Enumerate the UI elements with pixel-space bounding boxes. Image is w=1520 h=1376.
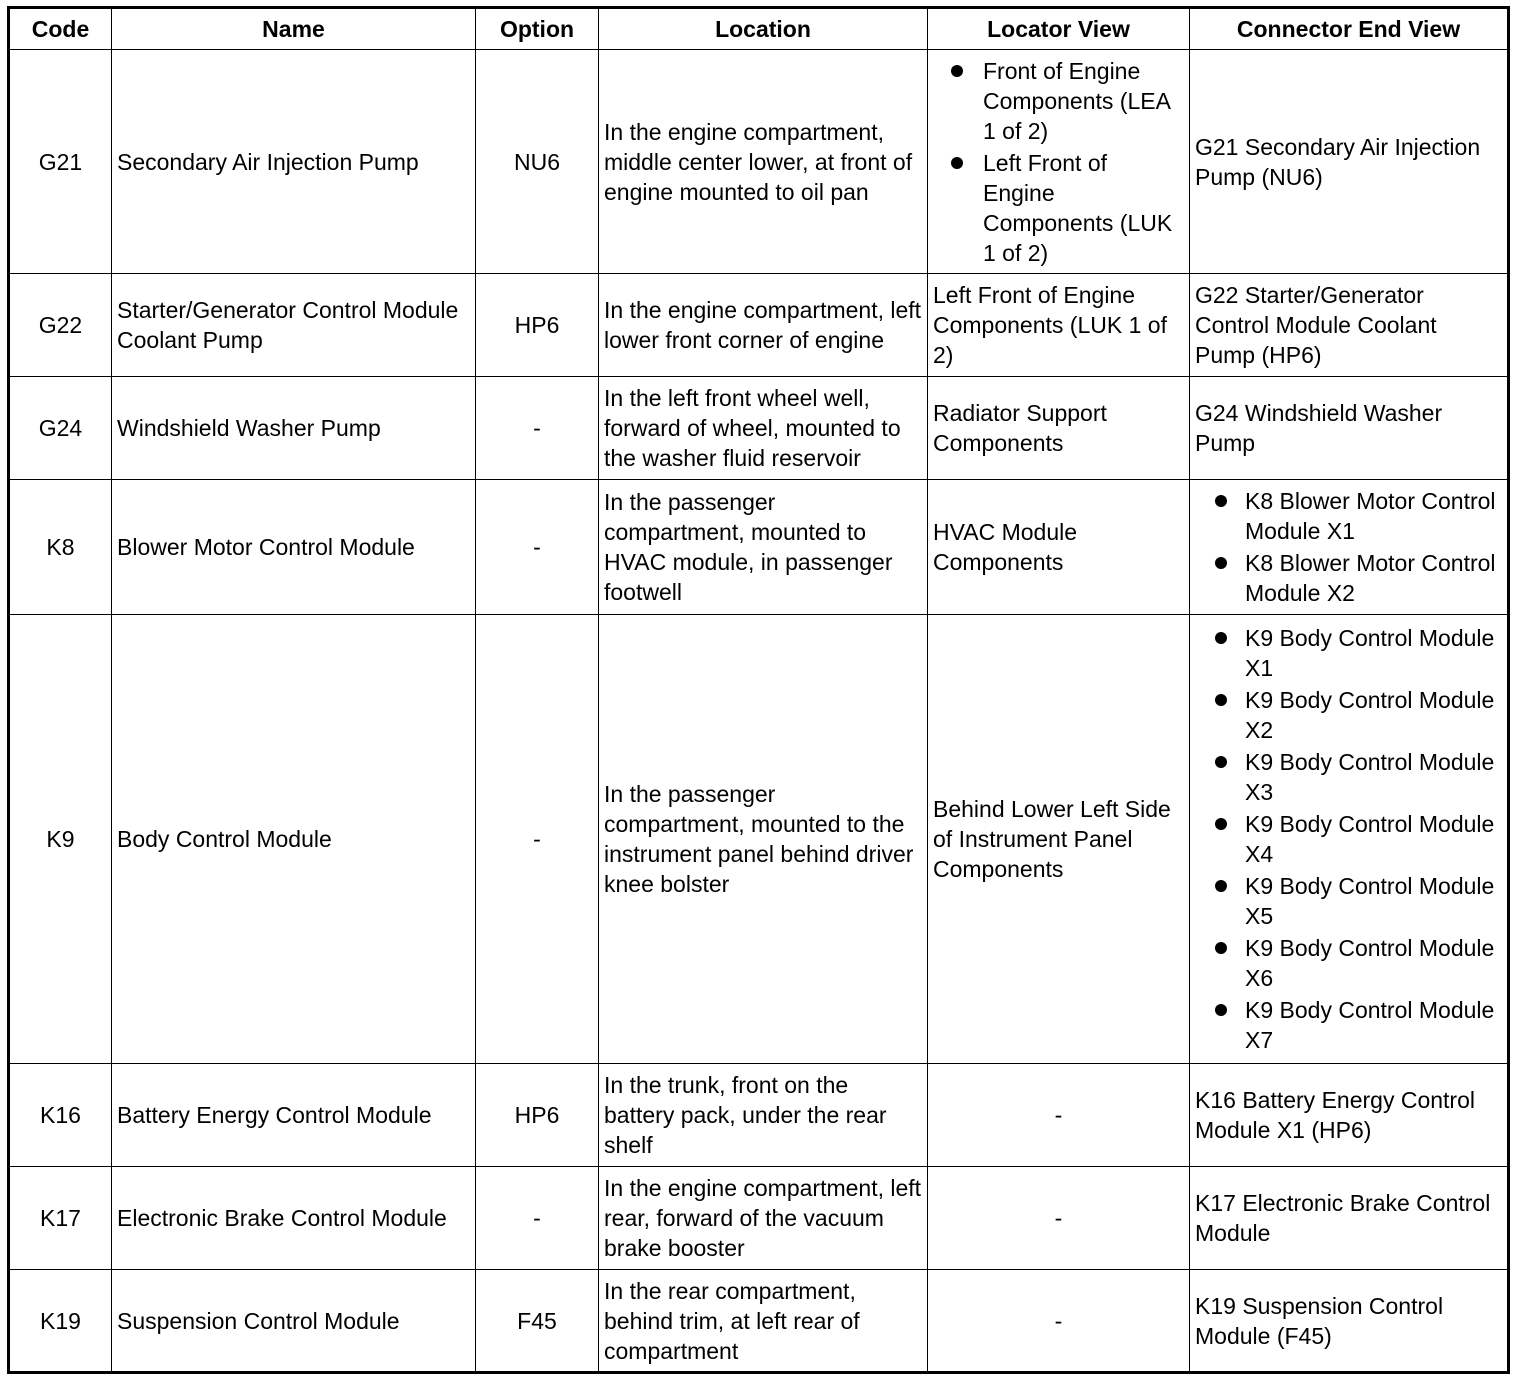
cell-connector-end-view: K16 Battery Energy Control Module X1 (HP6) <box>1190 1064 1509 1167</box>
cell-location: In the engine compartment, left rear, forward of the vacuum brake booster <box>599 1167 928 1270</box>
cell-code: K17 <box>9 1167 112 1270</box>
cell-locator-view: HVAC Module Components <box>928 480 1190 615</box>
cell-code: K8 <box>9 480 112 615</box>
cell-location: In the left front wheel well, forward of wheel, mounted to the washer fluid reservoir <box>599 377 928 480</box>
cell-locator-view: - <box>928 1064 1190 1167</box>
connector-list <box>1195 486 1502 608</box>
table-row <box>9 1064 1509 1167</box>
connector-list <box>1195 623 1502 1055</box>
cell-option: - <box>476 480 599 615</box>
cell-option: HP6 <box>476 1064 599 1167</box>
header-name: Name <box>112 8 476 50</box>
cell-locator-view: Behind Lower Left Side of Instrument Panel Components <box>928 615 1190 1064</box>
table-row <box>9 274 1509 377</box>
header-option: Option <box>476 8 599 50</box>
connector-item: K9 Body Control Module X1 <box>1195 623 1502 683</box>
table-row <box>9 377 1509 480</box>
cell-name: Suspension Control Module <box>112 1270 476 1373</box>
connector-item: K9 Body Control Module X6 <box>1195 933 1502 993</box>
cell-code: G22 <box>9 274 112 377</box>
table-row <box>9 1167 1509 1270</box>
connector-item: K9 Body Control Module X2 <box>1195 685 1502 745</box>
header-code: Code <box>9 8 112 50</box>
cell-locator-view: - <box>928 1167 1190 1270</box>
header-location: Location <box>599 8 928 50</box>
cell-name: Body Control Module <box>112 615 476 1064</box>
cell-location: In the trunk, front on the battery pack, under the rear shelf <box>599 1064 928 1167</box>
cell-code: G21 <box>9 50 112 274</box>
connector-item: K9 Body Control Module X3 <box>1195 747 1502 807</box>
cell-location: In the engine compartment, left lower front corner of engine <box>599 274 928 377</box>
cell-location: In the passenger compartment, mounted to HVAC module, in passenger footwell <box>599 480 928 615</box>
cell-connector-end-view <box>1190 480 1509 615</box>
table-body <box>9 50 1509 1373</box>
table-row <box>9 1270 1509 1373</box>
connector-item: K8 Blower Motor Control Module X2 <box>1195 548 1502 608</box>
cell-name: Secondary Air Injection Pump <box>112 50 476 274</box>
cell-connector-end-view: G21 Secondary Air Injection Pump (NU6) <box>1190 50 1509 274</box>
cell-name: Windshield Washer Pump <box>112 377 476 480</box>
cell-option: F45 <box>476 1270 599 1373</box>
table-header <box>9 8 1509 50</box>
cell-option: - <box>476 1167 599 1270</box>
cell-locator-view <box>928 50 1190 274</box>
header-locator-view: Locator View <box>928 8 1190 50</box>
cell-connector-end-view: K19 Suspension Control Module (F45) <box>1190 1270 1509 1373</box>
cell-locator-view: - <box>928 1270 1190 1373</box>
cell-connector-end-view: G24 Windshield Washer Pump <box>1190 377 1509 480</box>
locator-item: Front of Engine Components (LEA 1 of 2) <box>933 56 1184 146</box>
table-row <box>9 615 1509 1064</box>
table-row <box>9 50 1509 274</box>
cell-option: - <box>476 377 599 480</box>
cell-connector-end-view <box>1190 615 1509 1064</box>
cell-option: - <box>476 615 599 1064</box>
cell-option: HP6 <box>476 274 599 377</box>
cell-name: Battery Energy Control Module <box>112 1064 476 1167</box>
cell-code: K16 <box>9 1064 112 1167</box>
component-locator-table <box>7 6 1510 1374</box>
header-row <box>9 8 1509 50</box>
cell-code: K9 <box>9 615 112 1064</box>
cell-location: In the rear compartment, behind trim, at left rear of compartment <box>599 1270 928 1373</box>
connector-item: K8 Blower Motor Control Module X1 <box>1195 486 1502 546</box>
cell-name: Starter/Generator Control Module Coolant Pump <box>112 274 476 377</box>
cell-locator-view: Radiator Support Components <box>928 377 1190 480</box>
cell-location: In the passenger compartment, mounted to the instrument panel behind driver knee bolster <box>599 615 928 1064</box>
cell-name: Blower Motor Control Module <box>112 480 476 615</box>
cell-location: In the engine compartment, middle center lower, at front of engine mounted to oil pan <box>599 50 928 274</box>
table-row <box>9 480 1509 615</box>
connector-item: K9 Body Control Module X4 <box>1195 809 1502 869</box>
cell-connector-end-view: G22 Starter/Generator Control Module Coolant Pump (HP6) <box>1190 274 1509 377</box>
cell-name: Electronic Brake Control Module <box>112 1167 476 1270</box>
connector-item: K9 Body Control Module X7 <box>1195 995 1502 1055</box>
header-connector-end-view: Connector End View <box>1190 8 1509 50</box>
cell-code: G24 <box>9 377 112 480</box>
locator-list <box>933 56 1184 268</box>
locator-item: Left Front of Engine Components (LUK 1 of 2) <box>933 148 1184 268</box>
cell-connector-end-view: K17 Electronic Brake Control Module <box>1190 1167 1509 1270</box>
cell-option: NU6 <box>476 50 599 274</box>
connector-item: K9 Body Control Module X5 <box>1195 871 1502 931</box>
cell-locator-view: Left Front of Engine Components (LUK 1 of 2) <box>928 274 1190 377</box>
cell-code: K19 <box>9 1270 112 1373</box>
